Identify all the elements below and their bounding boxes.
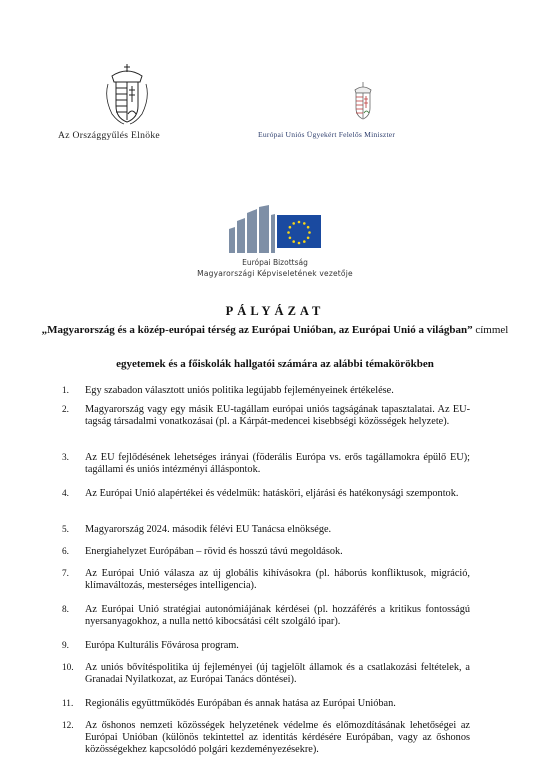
topic-number: 10. [62, 663, 74, 673]
topic-number: 5. [62, 525, 69, 535]
eu-affairs-minister-label: Európai Uniós Ügyekért Felelős Miniszter [258, 130, 396, 139]
subtitle-bold-text: „Magyarország és a közép-európai térség az Európai Unióban, az Európai Unió a világban” [41, 324, 473, 336]
topic-text: Az őshonos nemzeti közösségek helyzetének védelme és előmozdításának lehetőségei az Európai Unióban (különös tekintettel az identitás kérdésére Európában, vagy az őshonos közösségekhez kapcsolódó polgári kezdeményezésekre). [85, 720, 470, 755]
topic-number: 6. [62, 547, 69, 557]
ministry-coat-of-arms-icon [351, 82, 375, 122]
list-item [62, 720, 470, 756]
target-audience-line: egyetemek és a főiskolák hallgatói számára az alábbi témakörökben [116, 358, 434, 370]
topic-number: 11. [62, 699, 74, 709]
list-item [62, 385, 470, 397]
list-item [62, 404, 470, 428]
topic-text: Az Európai Unió alapértékei és védelmük: hatásköri, eljárási és hatékonysági szempontok. [85, 488, 459, 499]
topic-text: Egy szabadon választott uniós politika legújabb fejleményeinek értékelése. [85, 385, 394, 396]
page-title: PÁLYÁZAT [225, 304, 325, 318]
topic-text: Az Európai Unió stratégiai autonómiájának kérdései (pl. hozzáférés a kritikus fontosságú nyersanyagokhoz, a nulla nettó kibocsátási célt szolgáló ipar). [85, 604, 470, 627]
topic-number: 12. [62, 721, 74, 731]
topic-number: 7. [62, 569, 69, 579]
subtitle-plain-text: címmel [472, 324, 509, 336]
european-commission-logo-icon [225, 205, 325, 254]
topic-number: 9. [62, 641, 69, 651]
list-item [62, 662, 470, 686]
list-item [62, 546, 470, 558]
list-item [62, 604, 470, 628]
topic-number: 1. [62, 386, 69, 396]
topic-number: 8. [62, 605, 69, 615]
topic-text: Regionális együttműködés Európában és annak hatása az Európai Unióban. [85, 698, 396, 709]
topic-number: 4. [62, 489, 69, 499]
list-item [62, 698, 470, 710]
topic-number: 3. [62, 453, 69, 463]
topic-text: Európa Kulturális Fővárosa program. [85, 640, 239, 651]
topic-text: Magyarország vagy egy másik EU-tagállam európai uniós tagságának tapasztalatai. Az EU-tagság társadalmi vonatkozásai (pl. a Kárpát-medencei kisebbségi közösségek helyzete). [85, 404, 470, 427]
hungarian-coat-of-arms-icon [102, 62, 152, 126]
list-item [62, 452, 470, 476]
topic-number: 2. [62, 405, 69, 415]
list-item [62, 488, 470, 500]
topic-text: Energiahelyzet Európában – rövid és hosszú távú megoldások. [85, 546, 343, 557]
commission-label: Európai Bizottság [242, 258, 308, 267]
speaker-of-parliament-label: Az Országgyűlés Elnöke [58, 130, 160, 141]
list-item [62, 640, 470, 652]
call-subtitle [40, 324, 510, 337]
topic-text: Az uniós bővítéspolitika új fejleményei (új tagjelölt államok és a csatlakozási feltételek, a Granadai Nyilatkozat, az Európai Tanács döntései). [85, 662, 470, 685]
list-item [62, 524, 470, 536]
list-item [62, 568, 470, 592]
topic-text: Az Európai Unió válasza az új globális kihívásokra (pl. háborús konfliktusok, migráció, klímaváltozás, mesterséges intelligencia). [85, 568, 470, 591]
topic-text: Az EU fejlődésének lehetséges irányai (föderális Európa vs. erős tagállamokra épülő EU); tagállami és uniós intézményi álláspontok. [85, 452, 470, 475]
commission-representation-label: Magyarországi Képviseletének vezetője [197, 269, 353, 278]
topic-text: Magyarország 2024. második félévi EU Tanácsa elnöksége. [85, 524, 332, 535]
